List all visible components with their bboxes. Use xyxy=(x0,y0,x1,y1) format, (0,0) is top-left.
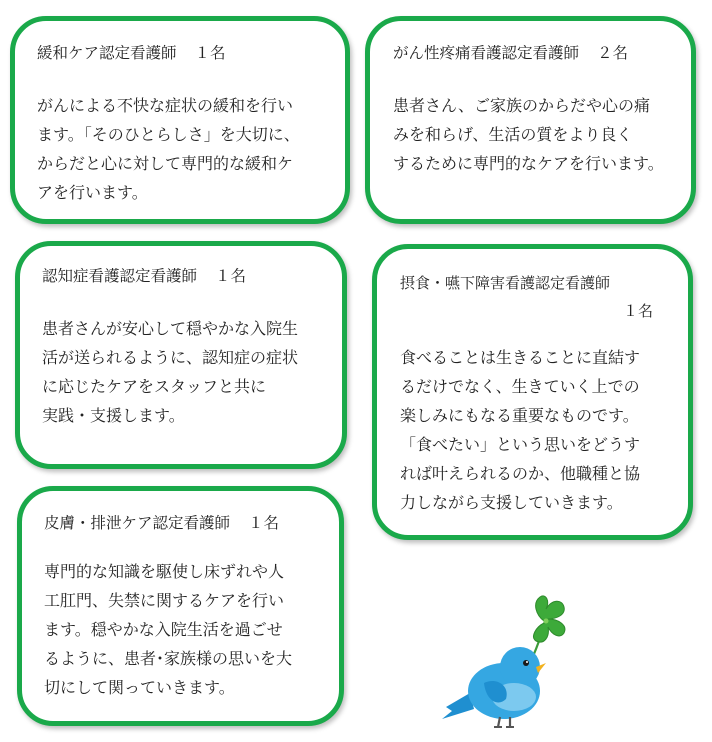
card-title xyxy=(44,513,279,533)
card-description-line: 実践・支援します。 xyxy=(42,406,185,425)
card-description-line: るだけでなく、生きていく上での xyxy=(400,377,640,396)
card-count: １名 xyxy=(215,267,247,285)
card-title-text: 認知症看護認定看護師 xyxy=(42,267,198,285)
card-count: ２名 xyxy=(597,44,629,62)
card-description-line: みを和らげ、生活の質をより良く xyxy=(393,125,633,144)
card-count: １名 xyxy=(623,302,654,320)
card-count: １名 xyxy=(194,44,226,62)
card-description-line: れば叶えられるのか、他職種と協 xyxy=(400,464,641,483)
card-description-line: アを行います。 xyxy=(37,183,148,202)
card-description-line: するために専門的なケアを行います。 xyxy=(393,154,664,173)
clover-icon xyxy=(534,596,565,642)
card-description-line: ます。「そのひとらしさ」を大切に、 xyxy=(37,125,300,144)
card-description-line: からだと心に対して専門的な緩和ケ xyxy=(37,154,294,173)
card-title xyxy=(400,273,610,293)
card-title-text: 摂食・嚥下障害看護認定看護師 xyxy=(400,274,611,292)
card-count: １名 xyxy=(248,514,280,532)
card-description-line: がんによる不快な症状の緩和を行い xyxy=(37,96,294,115)
card-title xyxy=(37,43,226,63)
card-dysphagia-care xyxy=(372,244,693,540)
card-title xyxy=(42,266,246,286)
card-wound-ostomy-care xyxy=(17,486,344,726)
card-cancer-pain xyxy=(365,16,696,224)
bird-with-clover-icon xyxy=(440,585,580,730)
card-description xyxy=(393,91,664,178)
card-description-line: 活が送られるように、認知症の症状 xyxy=(42,348,299,367)
card-description-line: 患者さんが安心して穏やかな入院生 xyxy=(42,319,299,338)
card-description-line: 患者さん、ご家族のからだや心の痛 xyxy=(393,96,650,115)
card-palliative-care xyxy=(10,16,350,224)
card-title xyxy=(393,43,628,63)
card-description-line: 「食べたい」という思いをどうす xyxy=(400,435,641,454)
card-description-line: 力しながら支援していきます。 xyxy=(400,493,623,512)
card-description-line: 切にして関っていきます。 xyxy=(44,678,235,697)
card-description-line: 工肛門、失禁に関するケアを行い xyxy=(44,591,285,610)
card-description xyxy=(44,557,292,702)
card-dementia-care xyxy=(15,241,347,469)
card-description-line: 食べることは生きることに直結す xyxy=(400,348,641,367)
card-description-line: 専門的な知識を駆使し床ずれや人 xyxy=(44,562,285,581)
card-description-line: に応じたケアをスタッフと共に xyxy=(42,377,267,396)
card-title-text: 皮膚・排泄ケア認定看護師 xyxy=(44,514,231,532)
card-description xyxy=(42,314,298,430)
bird-with-clover-illustration xyxy=(440,585,580,730)
card-description-line: 楽しみにもなる重要なものです。 xyxy=(400,406,639,425)
card-title-text: 緩和ケア認定看護師 xyxy=(37,44,177,62)
card-description xyxy=(37,91,300,207)
card-title-text: がん性疼痛看護認定看護師 xyxy=(393,44,580,62)
card-description-line: ます。穏やかな入院生活を過ごせ xyxy=(44,620,283,639)
card-description xyxy=(400,343,640,517)
card-description-line: るように、患者･家族様の思いを大 xyxy=(44,649,293,668)
